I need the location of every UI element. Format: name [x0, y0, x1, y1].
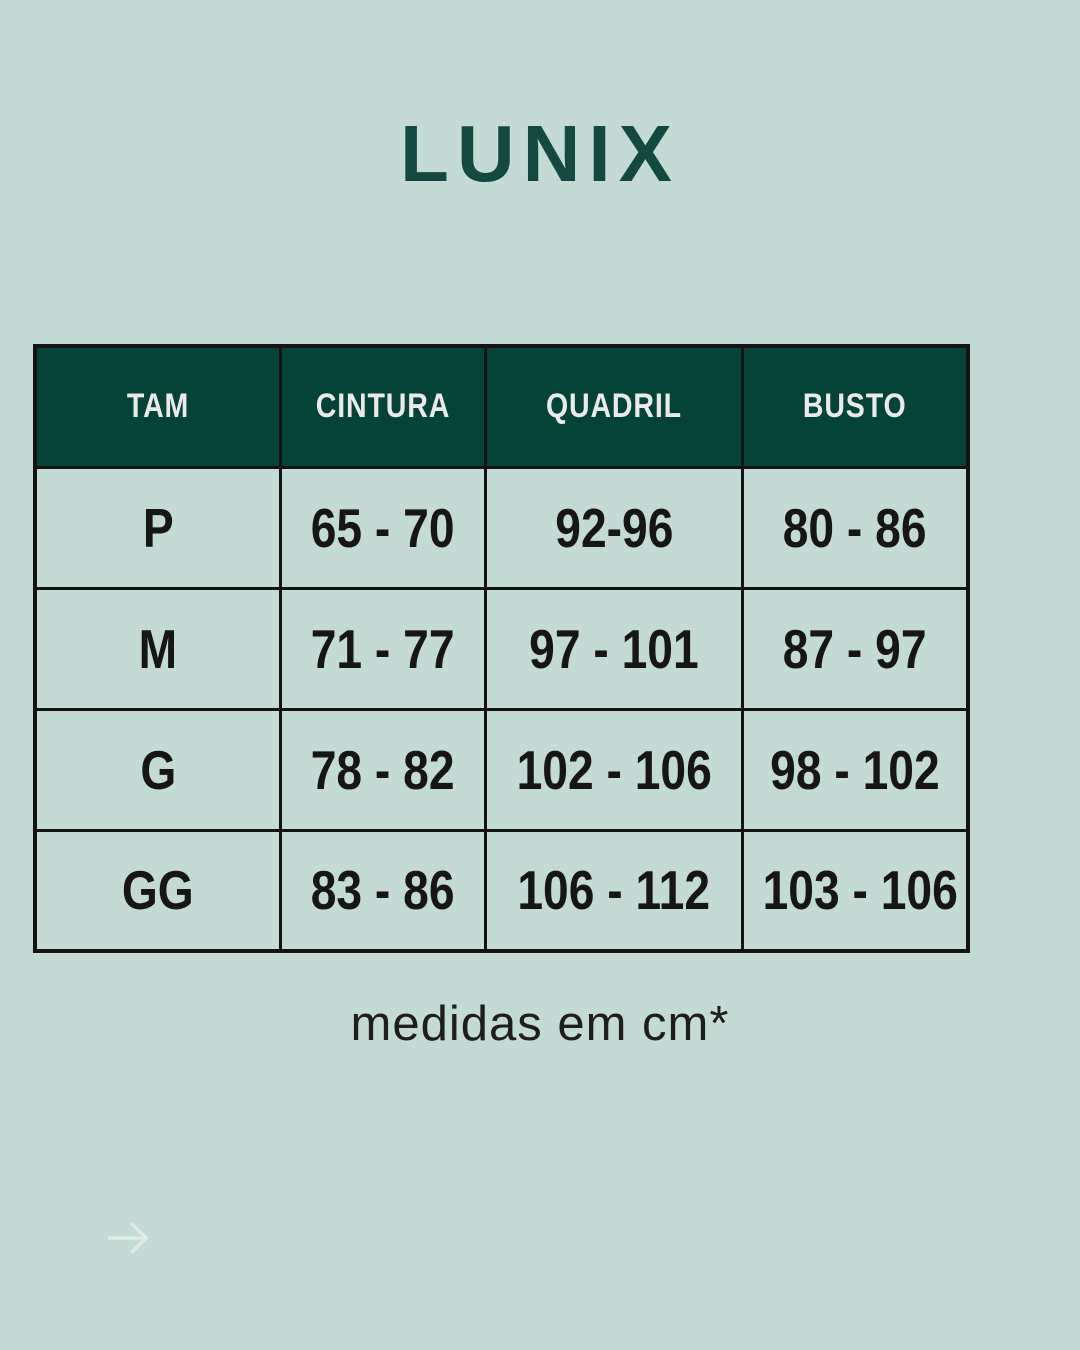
table-cell: GG: [35, 830, 280, 951]
table-cell: 97 - 101: [486, 588, 743, 709]
table-cell: M: [35, 588, 280, 709]
table-cell: 92-96: [486, 467, 743, 588]
table-cell: 87 - 97: [742, 588, 968, 709]
table-row-gg: [35, 830, 968, 951]
column-header-cintura: CINTURA: [280, 346, 485, 467]
table-cell: 102 - 106: [486, 709, 743, 830]
table-cell: 103 - 106: [742, 830, 968, 951]
table-cell: 65 - 70: [280, 467, 485, 588]
table-cell: 83 - 86: [280, 830, 485, 951]
next-arrow-icon[interactable]: [102, 1212, 154, 1264]
size-table: [33, 344, 970, 953]
table-cell: 78 - 82: [280, 709, 485, 830]
table-row-g: [35, 709, 968, 830]
table-cell: G: [35, 709, 280, 830]
column-header-tam: TAM: [35, 346, 280, 467]
units-note: medidas em cm*: [350, 997, 730, 1051]
column-header-busto: BUSTO: [742, 346, 968, 467]
table-cell: 98 - 102: [742, 709, 968, 830]
table-header-row: [35, 346, 968, 467]
table-cell: 80 - 86: [742, 467, 968, 588]
table-cell: P: [35, 467, 280, 588]
table-cell: 106 - 112: [486, 830, 743, 951]
column-header-quadril: QUADRIL: [486, 346, 743, 467]
table-row-p: [35, 467, 968, 588]
table-cell: 71 - 77: [280, 588, 485, 709]
page-title: LUNIX: [400, 109, 680, 198]
table-row-m: [35, 588, 968, 709]
